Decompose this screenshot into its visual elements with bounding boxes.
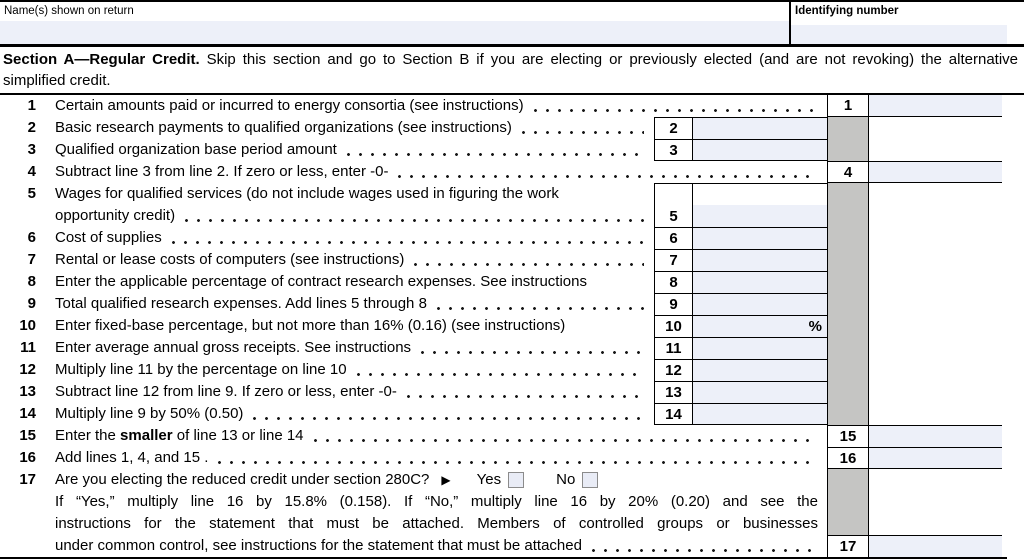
line-12-text: Multiply line 11 by the percentage on line 10 [55,361,347,378]
form-line-10 [0,315,1024,337]
form-line-8 [0,271,1024,293]
form-line-11 [0,337,1024,359]
form-line-12 [0,359,1024,381]
line-15-amount-field[interactable] [869,425,1002,447]
line-number: 8 [27,273,36,290]
identifying-number-cell [791,2,1007,44]
line-number: 4 [27,163,36,180]
line-7-box-number: 7 [654,249,693,271]
line-number: 9 [27,295,36,312]
line-5-amount-field[interactable] [693,183,827,227]
dot-leader [185,219,644,222]
dot-leader [347,153,644,156]
yes-checkbox[interactable] [508,472,524,488]
line-number: 10 [19,317,36,334]
line-4-text: Subtract line 3 from line 2. If zero or less, enter -0- [55,163,389,180]
line-2-text: Basic research payments to qualified organizations (see instructions) [55,119,512,136]
line-number: 15 [19,427,36,444]
line-8-text: Enter the applicable percentage of contract research expenses. See instructions [55,273,587,290]
line-6-text: Cost of supplies [55,229,162,246]
dot-leader [398,175,816,178]
line-number: 11 [20,339,36,356]
line-1-text: Certain amounts paid or incurred to energy consortia (see instructions) [55,97,524,114]
line-11-box-number: 11 [654,337,693,359]
shaded-cell [827,469,869,535]
line-16-text: Add lines 1, 4, and 15 . [55,449,209,466]
line-5-box-number: 5 [654,183,693,227]
dot-leader [414,263,644,266]
line-17-continuation-1: If “Yes,” multiply line 16 by 15.8% (0.158). If “No,” multiply line 16 by 20% (0.20) and see the [55,493,818,510]
line-3-box-number: 3 [654,139,693,161]
line-15-text: Enter the smaller of line 13 or line 14 [55,427,304,444]
line-11-text: Enter average annual gross receipts. See instructions [55,339,412,356]
form-line-13 [0,381,1024,403]
dot-leader [357,373,644,376]
line-6-amount-field[interactable] [693,227,827,249]
line-13-text: Subtract line 12 from line 9. If zero or less, enter -0- [55,383,397,400]
line-15-box-number: 15 [827,425,869,447]
line-1-box-number: 1 [827,95,869,117]
pointer-arrow-icon: ▶ [441,473,451,487]
section-a-body [0,93,1024,557]
dot-leader [534,109,816,112]
line-6-box-number: 6 [654,227,693,249]
dot-leader [592,549,816,552]
line-number: 3 [27,141,36,158]
line-8-amount-field[interactable] [693,271,827,293]
yes-label: Yes [476,471,502,488]
line-3-amount-field[interactable] [693,139,827,161]
line-9-box-number: 9 [654,293,693,315]
line-16-box-number: 16 [827,447,869,469]
line-2-box-number: 2 [654,117,693,139]
form-line-7 [0,249,1024,271]
line-17-box-number: 17 [827,535,869,557]
line-number: 2 [27,119,36,136]
line-number: 13 [19,383,36,400]
line-4-box-number: 4 [827,161,869,183]
line-number: 1 [27,97,36,114]
dot-leader [421,351,644,354]
line-12-box-number: 12 [654,359,693,381]
line-17-continuation-2: instructions for the statement that must be attached. Members of controlled groups or businesses [55,515,818,532]
line-2-amount-field[interactable] [693,117,827,139]
form-header-row [0,0,1024,47]
form-line-14 [0,403,1024,425]
section-a-title: Section A—Regular Credit. [3,51,200,68]
line-17-continuation-3: under common control, see instructions for the statement that must be attached [55,535,818,557]
percent-sign: % [808,318,822,335]
line-number: 16 [19,449,36,466]
line-number: 14 [19,405,36,422]
form-line-6 [0,227,1024,249]
line-9-text: Total qualified research expenses. Add lines 5 through 8 [55,295,427,312]
line-number: 17 [19,471,36,488]
line-10-box-number: 10 [654,315,693,337]
line-10-text: Enter fixed-base percentage, but not more than 16% (0.16) (see instructions) [55,317,566,334]
dot-leader [522,131,644,134]
line-11-amount-field[interactable] [693,337,827,359]
line-16-amount-field[interactable] [869,447,1002,469]
section-a-description: Skip this section and go to Section B if you are electing or previously elected (and are not revoking) the alternative simplified credit. [3,51,1019,89]
line-14-text: Multiply line 9 by 50% (0.50) [55,405,244,422]
no-label: No [556,471,576,488]
line-9-amount-field[interactable] [693,293,827,315]
line-13-box-number: 13 [654,381,693,403]
line-number: 7 [27,251,36,268]
form-line-2 [0,117,1024,139]
line-3-text: Qualified organization base period amount [55,141,337,158]
dot-leader [407,395,644,398]
line-5-text: Wages for qualified services (do not include wages used in figuring the work opportunity credit) [55,183,646,227]
dot-leader [172,241,644,244]
form-line-9 [0,293,1024,315]
line-14-amount-field[interactable] [693,403,827,425]
dot-leader [253,417,644,420]
form-line-3 [0,139,1024,161]
identifying-number-input[interactable] [791,25,1007,44]
name-label: Name(s) shown on return [4,5,134,17]
dot-leader [314,439,816,442]
line-10-amount-field[interactable] [693,315,827,337]
shaded-cell [827,117,869,161]
line-12-amount-field[interactable] [693,359,827,381]
dot-leader [218,461,816,464]
line-1-amount-field[interactable] [869,95,1002,117]
name-cell [0,2,791,44]
identifying-number-label: Identifying number [795,5,899,17]
line-17-question: Are you electing the reduced credit under section 280C? [55,471,430,488]
section-a-heading [0,47,1024,93]
line-17-amount-field[interactable] [869,535,1002,557]
line-7-amount-field[interactable] [693,249,827,271]
line-8-box-number: 8 [654,271,693,293]
no-checkbox[interactable] [582,472,598,488]
line-14-box-number: 14 [654,403,693,425]
line-number: 12 [19,361,36,378]
dot-leader [437,307,644,310]
name-input[interactable] [0,21,789,44]
line-number: 5 [27,185,36,202]
line-13-amount-field[interactable] [693,381,827,403]
shaded-cell [827,183,869,425]
form-line-5 [0,183,1024,227]
line-7-text: Rental or lease costs of computers (see instructions) [55,251,405,268]
line-number: 6 [27,229,36,246]
line-4-amount-field[interactable] [869,161,1002,183]
